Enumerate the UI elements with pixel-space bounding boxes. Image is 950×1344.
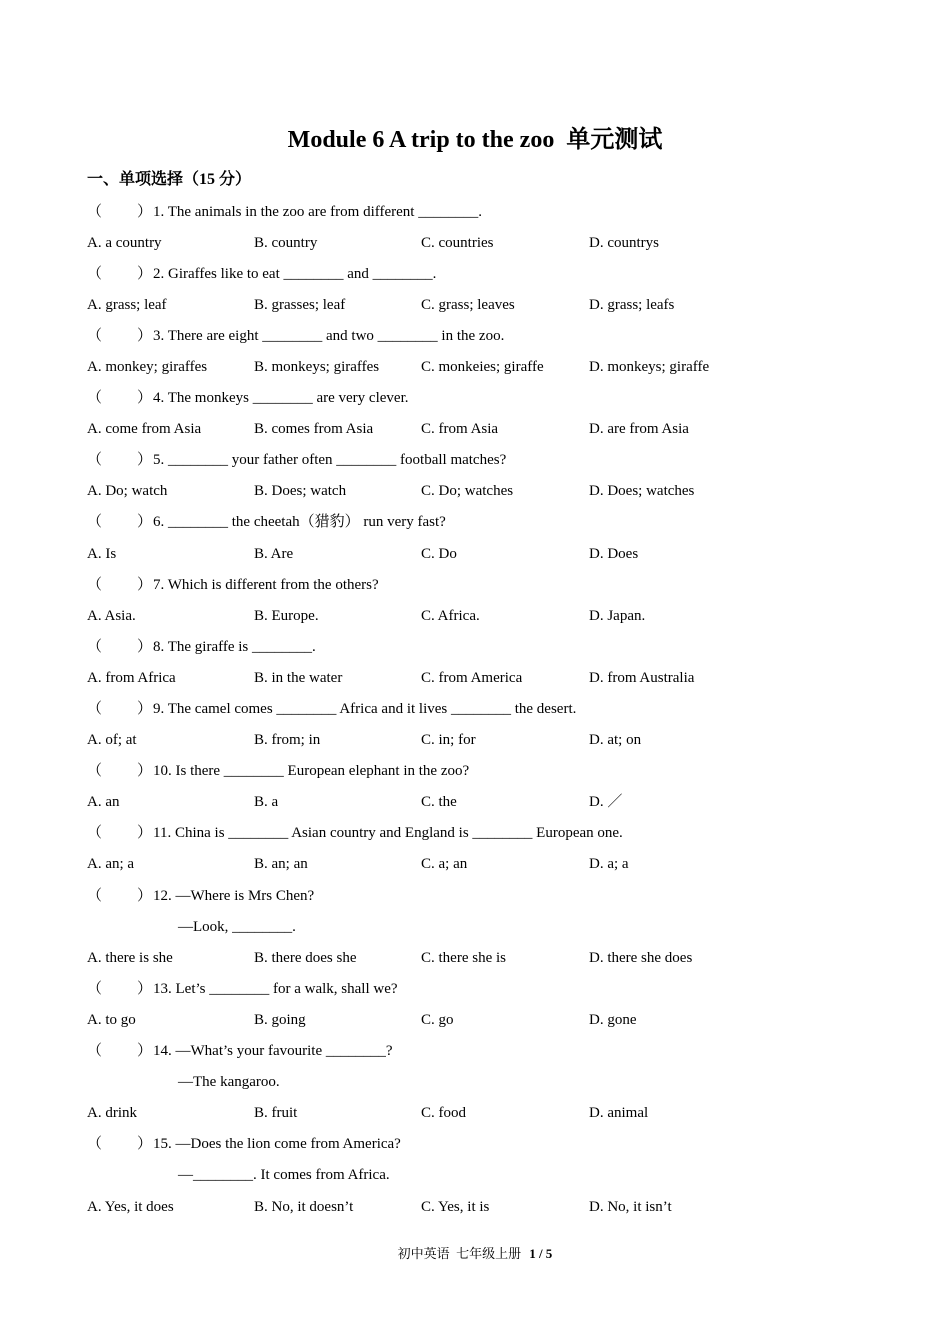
option-a: A. to go [87,1011,136,1028]
answer-bracket-close: ） [137,887,153,904]
answer-bracket-close: ） [137,203,153,220]
answer-bracket-open: （ [87,452,103,469]
option-a: A. from Africa [87,669,176,686]
options-row [0,663,950,694]
question-text: 10. Is there ________ European elephant in the zoo? [153,763,470,780]
question-text: 2. Giraffes like to eat ________ and ________. [153,265,437,282]
option-d: D. No, it isn’t [589,1198,672,1215]
option-b: B. Europe. [254,607,319,624]
answer-bracket-open: （ [87,390,103,407]
answer-bracket-open: （ [87,327,103,344]
answer-bracket-open: （ [87,825,103,842]
option-c: C. the [421,794,457,811]
option-b: B. comes from Asia [254,421,374,438]
option-a: A. an; a [87,856,135,873]
option-d: D. are from Asia [589,421,689,438]
option-d: D. Does [589,545,639,562]
question-text: 3. There are eight ________ and two ________ in the zoo. [153,327,505,344]
option-b: B. country [254,234,318,251]
option-d: D. Does; watches [589,483,695,500]
option-b: B. in the water [254,669,343,686]
option-a: A. drink [87,1105,137,1122]
option-a: A. come from Asia [87,421,202,438]
option-a: A. a country [87,234,162,251]
answer-bracket-close: ） [137,1043,153,1060]
option-a: A. there is she [87,949,173,966]
answer-bracket-open: （ [87,1043,103,1060]
option-d: D. a; a [589,856,629,873]
option-c: C. Yes, it is [421,1198,490,1215]
option-b: B. there does she [254,949,357,966]
option-b: B. going [254,1011,306,1028]
question-text: 12. —Where is Mrs Chen? [153,887,315,904]
question-row [0,259,950,290]
question-text: 9. The camel comes ________ Africa and it lives ________ the desert. [153,701,577,717]
option-d: D. at; on [589,732,642,749]
option-c: C. go [421,1011,454,1028]
options-row [0,539,950,570]
question-row [0,383,950,414]
answer-bracket-close: ） [137,265,153,282]
option-a: A. Asia. [87,607,136,624]
question-text: 7. Which is different from the others? [153,576,379,593]
answer-bracket-close: ） [137,1136,153,1153]
answer-bracket-close: ） [137,390,153,407]
answer-bracket-close: ） [137,452,153,469]
option-b: B. a [254,794,279,811]
dialogue-reply: —________. It comes from Africa. [178,1167,390,1184]
answer-bracket-open: （ [87,576,103,593]
options-row [0,1192,950,1223]
dialogue-reply-row [0,912,950,943]
answer-bracket-close: ） [137,980,153,997]
question-row [0,974,950,1005]
answer-bracket-open: （ [87,203,103,220]
option-d: D. monkeys; giraffe [589,358,710,375]
options-row [0,228,950,259]
option-c: C. a; an [421,856,468,873]
question-row [0,507,950,538]
question-text: 14. —What’s your favourite ________? [153,1043,393,1060]
question-row [0,321,950,352]
answer-bracket-close: ） [137,825,153,842]
question-text: 13. Let’s ________ for a walk, shall we? [153,980,398,997]
question-row [0,818,950,849]
question-row [0,694,950,725]
option-c: C. grass; leaves [421,296,515,313]
option-d: D. grass; leafs [589,296,675,313]
options-row [0,414,950,445]
answer-bracket-open: （ [87,638,103,655]
option-d: D. from Australia [589,669,695,686]
answer-bracket-open: （ [87,887,103,904]
answer-bracket-close: ） [137,514,153,531]
option-b: B. from; in [254,732,321,749]
options-row [0,1005,950,1036]
options-row [0,725,950,756]
option-d: D. there she does [589,949,693,966]
question-row [0,570,950,601]
dialogue-reply: —Look, ________. [178,918,296,935]
option-c: C. from America [421,669,523,686]
option-d: D. Japan. [589,607,646,624]
options-row [0,787,950,818]
option-c: C. monkeies; giraffe [421,358,544,375]
question-text: 8. The giraffe is ________. [153,638,316,655]
page-title: Module 6 A trip to the zoo 单元测试 [287,127,663,153]
option-a: A. monkey; giraffes [87,358,208,375]
option-a: A. of; at [87,732,137,749]
option-c: C. Do [421,545,457,562]
option-c: C. there she is [421,949,506,966]
option-b: B. Does; watch [254,483,347,500]
option-b: B. fruit [254,1105,298,1122]
question-row [0,1129,950,1160]
option-c: C. from Asia [421,421,499,438]
dialogue-reply-row [0,1067,950,1098]
option-a: A. Do; watch [87,483,168,500]
option-b: B. grasses; leaf [254,296,346,313]
answer-bracket-close: ） [137,327,153,344]
options-row [0,1098,950,1129]
options-row [0,943,950,974]
options-row [0,352,950,383]
option-a: A. Is [87,545,117,562]
option-d: D. countrys [589,234,659,251]
option-d: D. animal [589,1105,649,1122]
answer-bracket-open: （ [87,763,103,780]
question-row [0,445,950,476]
option-d: D. gone [589,1011,637,1028]
question-list [0,197,950,1223]
option-b: B. an; an [254,856,308,873]
option-a: A. an [87,794,120,811]
dialogue-reply-row [0,1160,950,1191]
option-c: C. in; for [421,732,476,749]
answer-bracket-close: ） [137,763,153,780]
option-d: D. ／ [589,794,623,811]
question-row [0,756,950,787]
answer-bracket-close: ） [137,576,153,593]
option-c: C. countries [421,234,494,251]
question-text: 6. ________ the cheetah（猎豹） run very fast? [153,514,446,531]
option-c: C. food [421,1105,466,1122]
page-number: 1 / 5 [529,1246,553,1261]
option-c: C. Do; watches [421,483,514,500]
question-row [0,881,950,912]
options-row [0,476,950,507]
answer-bracket-close: ） [137,701,153,717]
answer-bracket-open: （ [87,1136,103,1153]
option-b: B. No, it doesn’t [254,1198,354,1215]
section-heading: 一、单项选择（15 分） [87,171,252,188]
answer-bracket-close: ） [137,638,153,655]
option-b: B. Are [254,545,294,562]
question-row [0,1036,950,1067]
question-text: 15. —Does the lion come from America? [153,1136,401,1153]
options-row [0,849,950,880]
option-a: A. Yes, it does [87,1198,174,1215]
option-c: C. Africa. [421,607,480,624]
option-a: A. grass; leaf [87,296,167,313]
answer-bracket-open: （ [87,265,103,282]
footer-subject: 初中英语 七年级上册 [397,1246,522,1261]
question-text: 4. The monkeys ________ are very clever. [153,390,409,407]
answer-bracket-open: （ [87,701,103,717]
question-row [0,197,950,228]
options-row [0,601,950,632]
answer-bracket-open: （ [87,514,103,531]
question-text: 11. China is ________ Asian country and England is ________ European one. [153,825,623,842]
question-text: 5. ________ your father often ________ football matches? [153,452,507,469]
option-b: B. monkeys; giraffes [254,358,380,375]
question-text: 1. The animals in the zoo are from different ________. [153,203,482,220]
dialogue-reply: —The kangaroo. [178,1074,280,1091]
options-row [0,290,950,321]
question-row [0,632,950,663]
answer-bracket-open: （ [87,980,103,997]
page-footer [0,1245,950,1263]
